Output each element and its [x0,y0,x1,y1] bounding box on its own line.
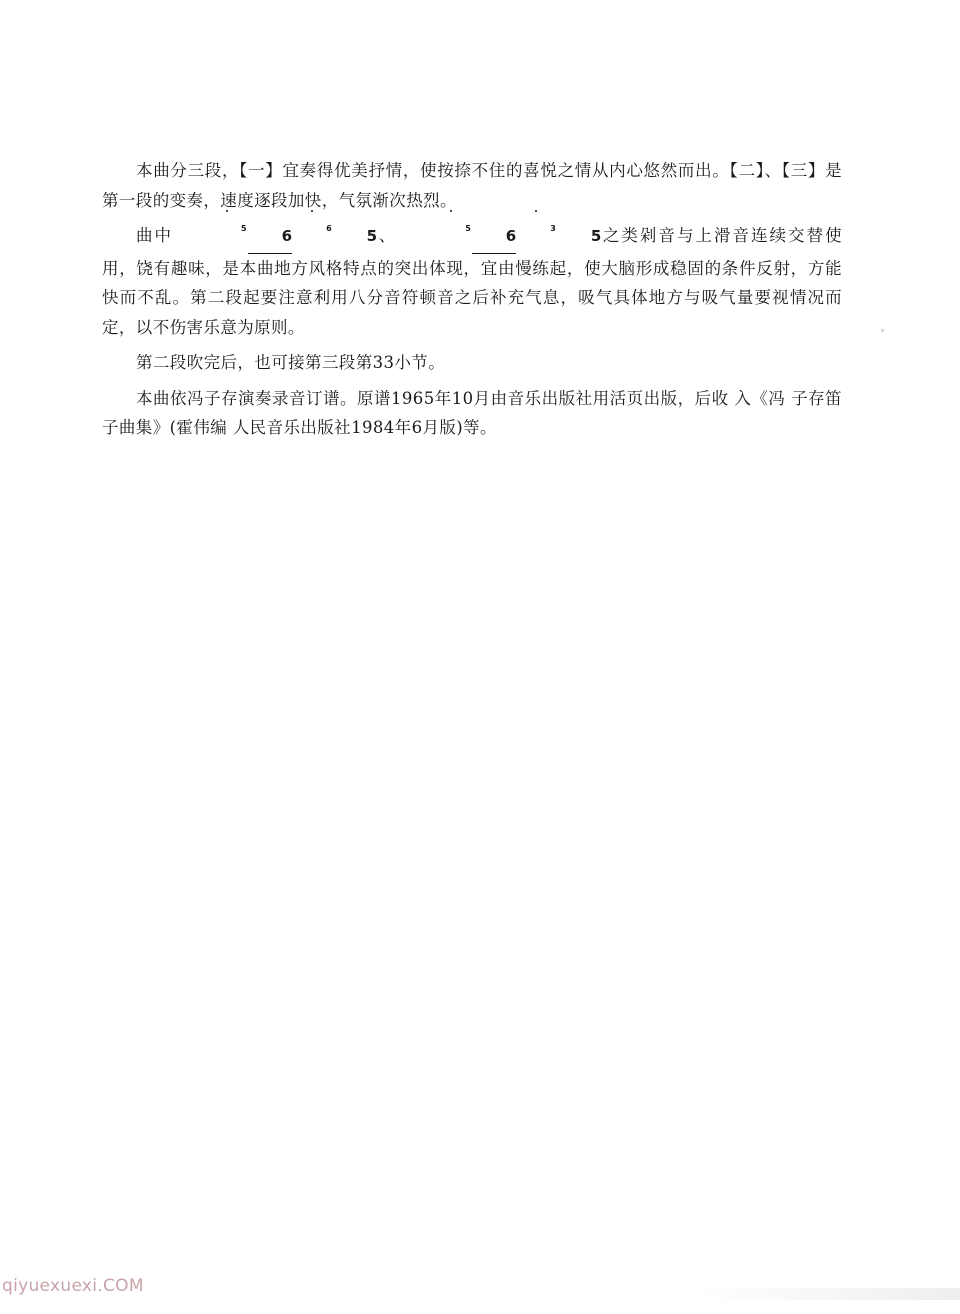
paragraph-ornaments-prefix: 曲中 [136,226,174,245]
notation-separator: 、 [377,226,398,245]
paragraph-source: 本曲依冯子存演奏录音订谱。原谱1965年10月由音乐出版社用活页出版，后收 入《冯 子存笛子曲集》(霍伟编 人民音乐出版社1984年6月版)等。 [102,388,842,437]
grace-note: 3 [516,214,556,244]
grace-note: 5 [431,214,471,244]
ornament-notation-2 [397,222,601,254]
paragraph-ornaments-body: 之类剁音与上滑音连续交替使用，饶有趣味，是本曲地方风格特点的突出体现，宜由慢练起，使大脑形成稳固的条件反射，方能快而不乱。第二段起要注意利用八分音符顿音之后补充气息，吸气具体地方与吸气量要视情况而定，以不伤害乐意为原则。 [102,226,842,337]
notes-text [102,156,842,449]
grace-note: 5 [207,214,247,244]
main-note: 5 [366,227,378,245]
paragraph-ornaments [102,221,842,342]
grace-note: 6 [292,214,332,244]
scan-edge-shadow [700,1288,960,1300]
paragraph-continuation: 第二段吹完后，也可接第三段第33小节。 [136,353,446,372]
main-note: 6 [248,222,292,254]
paragraph-sections: 本曲分三段，【一】宜奏得优美抒情，使按捺不住的喜悦之情从内心悠然而出。【二】、【三】是第一段的变奏，速度逐段加快，气氛渐次热烈。 [102,161,842,210]
scan-speck [881,329,884,332]
site-watermark: qiyuexuexi.COM [2,1276,144,1296]
main-note: 6 [472,222,516,254]
main-note: 5 [590,227,602,245]
ornament-notation-1 [173,222,377,254]
